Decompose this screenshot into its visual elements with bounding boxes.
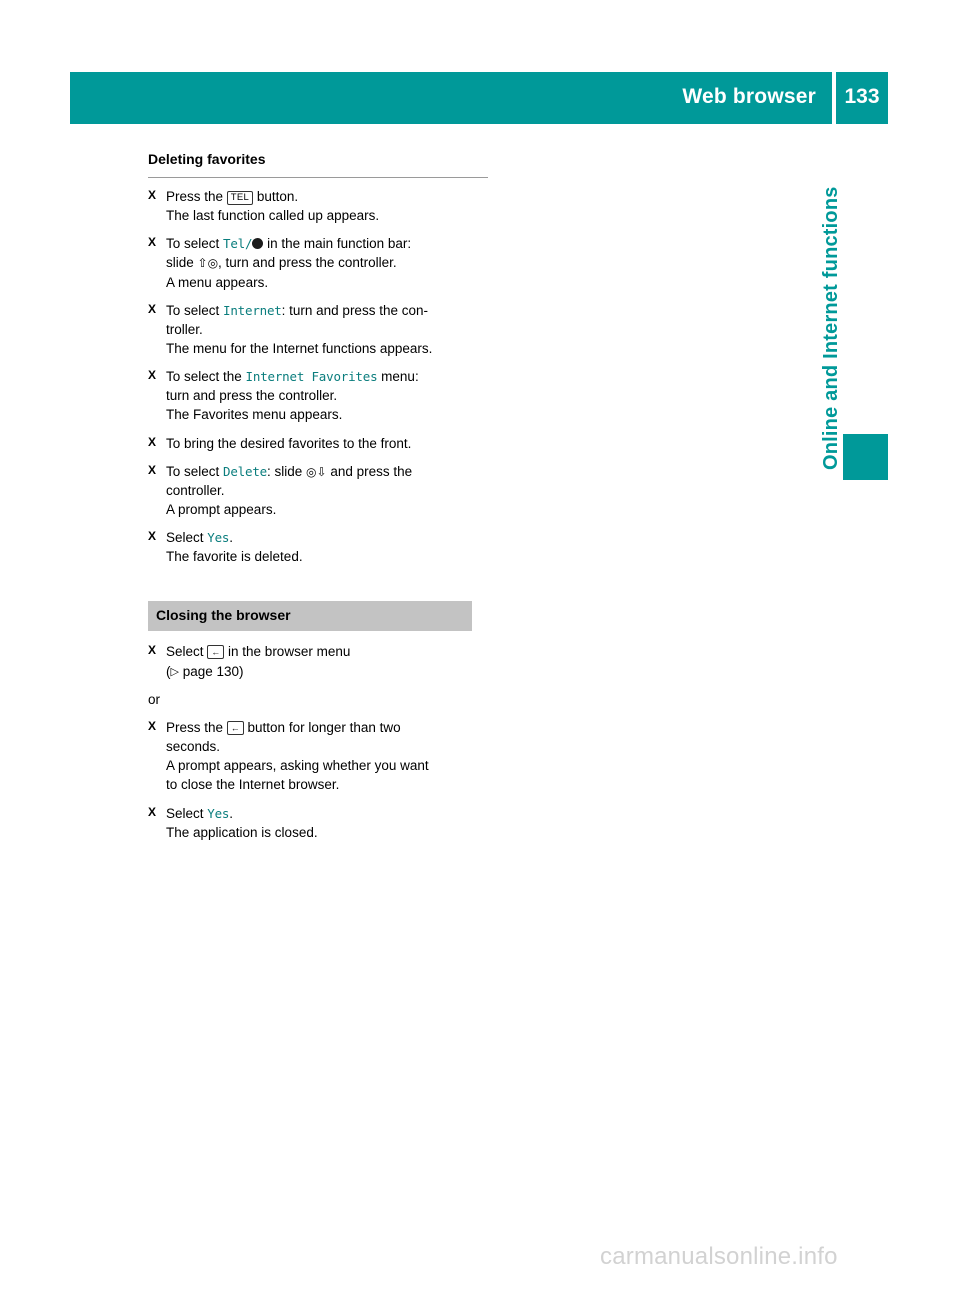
step-text: To select <box>166 463 224 479</box>
screen-label-internet: Internet <box>223 302 282 318</box>
step-subtext: troller. <box>166 321 203 337</box>
list-item <box>148 804 488 842</box>
step-text: Press the <box>166 719 227 735</box>
step-subtext-2: The Favorites menu appears. <box>166 407 343 423</box>
step-text-cont: and press the <box>326 463 413 479</box>
tel-button-icon: TEL <box>227 191 253 205</box>
screen-label-delete: Delete <box>223 463 267 479</box>
step-subtext-2: A menu appears. <box>166 274 269 290</box>
paren-open: ( <box>166 663 171 679</box>
step-text: To bring the desired favorites to the front. <box>166 435 412 451</box>
watermark: carmanualsonline.info <box>600 1243 838 1270</box>
list-item <box>148 528 488 566</box>
slide-up-controller-icon: ⇧◎ <box>197 256 219 271</box>
page-ref-arrow-icon: ▷ <box>170 665 179 678</box>
screen-label-tel: Tel/ <box>223 236 253 252</box>
step-subtext: The application is closed. <box>166 824 318 840</box>
step-text-cont: button for longer than two <box>243 719 401 735</box>
slide-down-controller-icon: ◎⇩ <box>306 464 327 479</box>
list-item <box>148 367 488 424</box>
step-text-cont: . <box>229 805 234 821</box>
step-subtext: The favorite is deleted. <box>166 549 303 565</box>
step-text: To select <box>166 236 224 252</box>
step-marker: X <box>148 235 157 250</box>
step-text: Press the <box>166 188 227 204</box>
steps-list-deleting-favorites <box>148 187 488 567</box>
globe-icon <box>252 238 263 249</box>
step-text: Select <box>166 644 208 660</box>
step-subtext-2: A prompt appears. <box>166 502 277 518</box>
step-text-mid: : slide <box>267 463 307 479</box>
step-subtext <box>166 253 488 272</box>
list-item <box>148 462 488 519</box>
step-text-cont: . <box>229 530 234 546</box>
step-text: Select <box>166 530 208 546</box>
chapter-tab-label: Online and Internet functions <box>820 186 842 470</box>
step-marker: X <box>148 187 157 202</box>
list-item <box>148 234 488 291</box>
list-item <box>148 434 488 453</box>
step-subtext-2: The menu for the Internet functions appears. <box>166 340 433 356</box>
step-subtext: seconds. <box>166 739 221 755</box>
step-marker: X <box>148 301 157 316</box>
or-separator: or <box>148 691 161 707</box>
page-number: 133 <box>844 85 880 108</box>
page-content <box>148 150 488 851</box>
list-item <box>148 187 488 225</box>
list-item <box>148 301 488 358</box>
page-header <box>70 72 888 124</box>
section-title-closing-the-browser: Closing the browser <box>148 601 472 632</box>
screen-label-yes: Yes <box>207 805 230 821</box>
step-text-cont: in the main function bar: <box>263 236 412 252</box>
step-subtext: turn and press the controller. <box>166 388 338 404</box>
step-subtext <box>166 662 488 681</box>
screen-label-yes: Yes <box>207 530 230 546</box>
header-title-bar <box>70 72 832 124</box>
step-marker: X <box>148 529 157 544</box>
page-ref-text: page 130) <box>178 663 244 679</box>
step-marker: X <box>148 718 157 733</box>
steps-list-closing-browser <box>148 642 488 841</box>
page-number-box <box>836 72 888 124</box>
chapter-tab-marker <box>843 434 888 480</box>
page-title: Web browser <box>682 85 816 108</box>
step-marker: X <box>148 804 157 819</box>
slide-text-post: , turn and press the controller. <box>218 255 397 271</box>
screen-label-internet-favorites: Internet Favorites <box>245 369 378 385</box>
back-button-icon: ← <box>227 721 244 735</box>
step-marker: X <box>148 368 157 383</box>
step-marker: X <box>148 643 157 658</box>
step-subtext-3: to close the Internet browser. <box>166 777 340 793</box>
step-text-cont: button. <box>253 188 299 204</box>
back-button-icon: ← <box>207 645 224 659</box>
list-item <box>148 718 488 795</box>
step-subtext-2: A prompt appears, asking whether you want <box>166 758 429 774</box>
step-marker: X <box>148 462 157 477</box>
step-text-cont: in the browser menu <box>224 644 351 660</box>
step-subtext: The last function called up appears. <box>166 208 380 224</box>
step-text-cont: : turn and press the con- <box>281 302 428 318</box>
step-text: To select <box>166 302 224 318</box>
slide-text-pre: slide <box>166 255 198 271</box>
list-item <box>148 642 488 680</box>
step-subtext: controller. <box>166 482 225 498</box>
section-title-deleting-favorites: Deleting favorites <box>148 150 488 178</box>
step-text-cont: menu: <box>377 369 419 385</box>
step-marker: X <box>148 434 157 449</box>
step-text: Select <box>166 805 208 821</box>
step-text: To select the <box>166 369 246 385</box>
